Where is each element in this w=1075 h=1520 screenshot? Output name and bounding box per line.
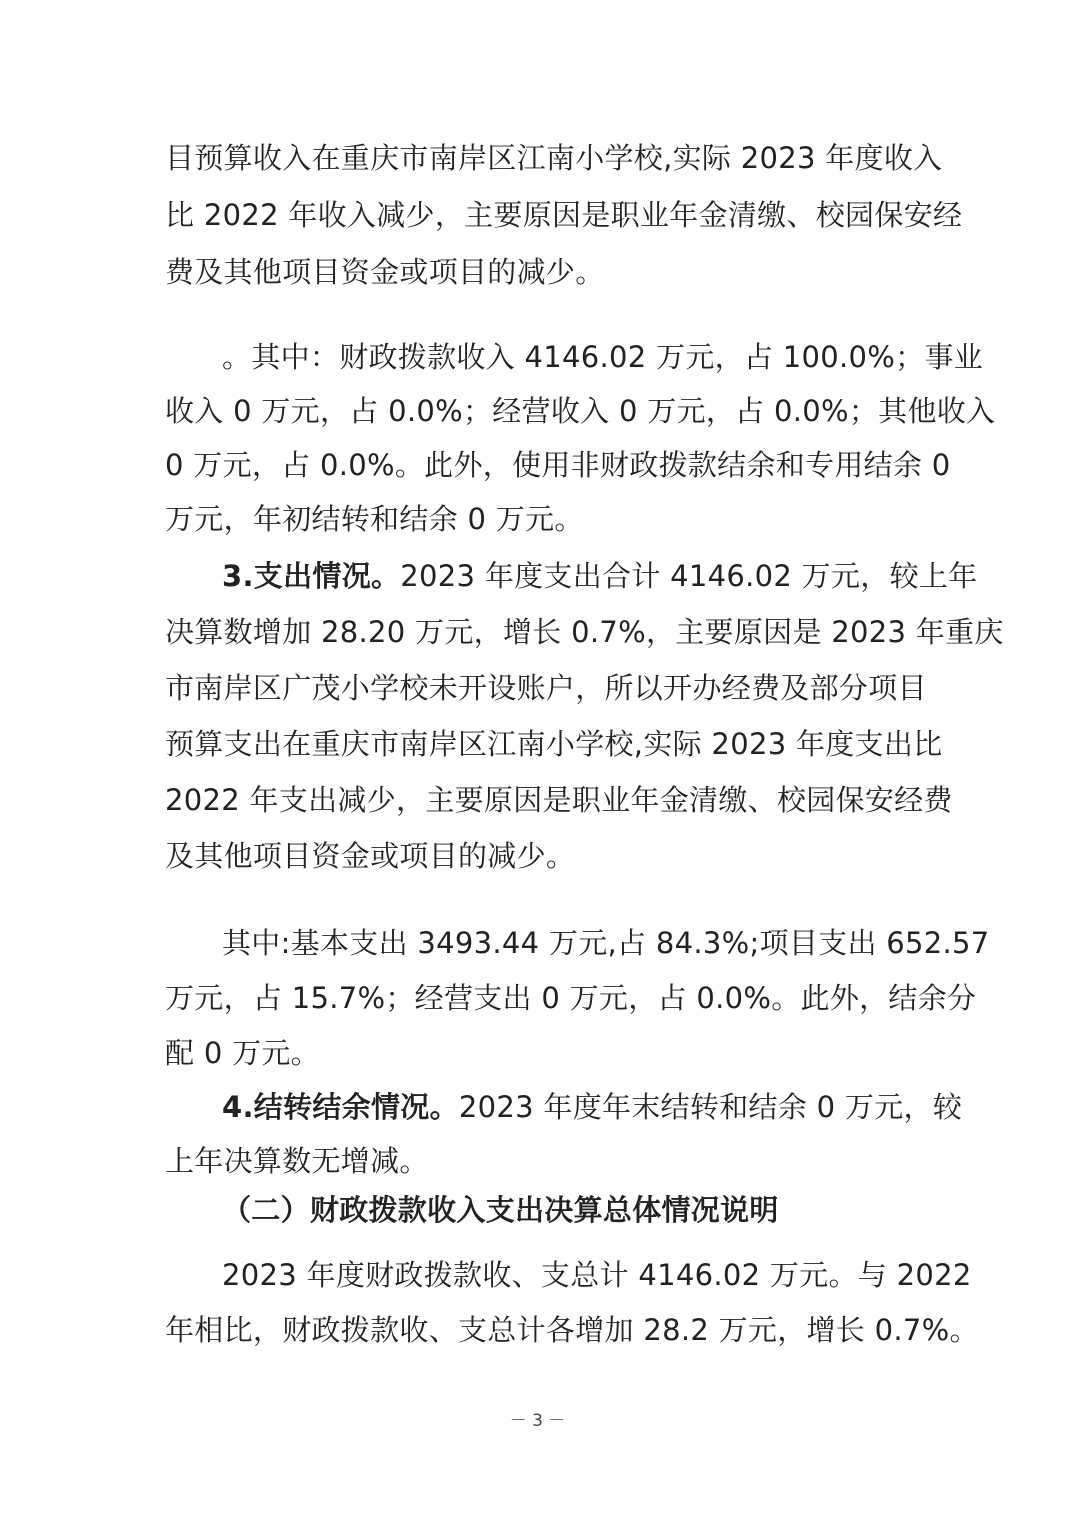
text-line-2: [0, 190, 1075, 240]
text-line-15: [0, 973, 1075, 1023]
subsection-heading: [0, 1185, 1075, 1235]
line-text: 其中:基本支出 3493.44 万元,占 84.3%;项目支出 652.57: [222, 926, 990, 960]
text-line-18: [0, 1136, 1075, 1186]
line-text: 年相比，财政拨款收、支总计各增加 28.2 万元，增长 0.7%。: [165, 1313, 979, 1347]
text-line-10: [0, 663, 1075, 713]
page-number: － 3 －: [509, 1411, 566, 1431]
line-text: 比 2022 年收入减少，主要原因是职业年金清缴、校园保安经: [165, 198, 963, 232]
text-line-6: [0, 440, 1075, 490]
section-heading: 3.支出情况。: [222, 559, 401, 593]
line-text: 决算数增加 28.20 万元，增长 0.7%，主要原因是 2023 年重庆: [165, 615, 1004, 649]
line-text: 万元，占 15.7%；经营支出 0 万元，占 0.0%。此外，结余分: [165, 981, 977, 1015]
line-text: 2022 年支出减少，主要原因是职业年金清缴、校园保安经费: [165, 783, 953, 817]
text-line-16: [0, 1028, 1075, 1078]
text-line-13: [0, 831, 1075, 881]
line-text: 上年决算数无增减。: [165, 1144, 429, 1178]
text-line-3: [0, 247, 1075, 297]
text-line-8: [0, 551, 1075, 601]
text-line-7: [0, 494, 1075, 544]
text-line-11: [0, 719, 1075, 769]
line-text: 费及其他项目资金或项目的减少。: [165, 255, 605, 289]
text-line-21: [0, 1305, 1075, 1355]
line-text: 0 万元，占 0.0%。此外，使用非财政拨款结余和专用结余 0: [165, 448, 951, 482]
line-text: 目预算收入在重庆市南岸区江南小学校,实际 2023 年度收入: [165, 141, 943, 175]
line-text: 。其中：财政拨款收入 4146.02 万元，占 100.0%；事业: [222, 340, 984, 374]
line-text: 收入 0 万元，占 0.0%；经营收入 0 万元，占 0.0%；其他收入: [165, 394, 996, 428]
line-text: 2023 年度年末结转和结余 0 万元，较: [458, 1090, 963, 1124]
line-text: 及其他项目资金或项目的减少。: [165, 839, 576, 873]
text-line-4: [0, 332, 1075, 382]
text-line-9: [0, 607, 1075, 657]
line-text: 预算支出在重庆市南岸区江南小学校,实际 2023 年度支出比: [165, 727, 943, 761]
text-line-12: [0, 775, 1075, 825]
line-text: 万元，年初结转和结余 0 万元。: [165, 502, 584, 536]
text-line-17: [0, 1082, 1075, 1132]
text-line-20: [0, 1250, 1075, 1300]
section-heading: 4.结转结余情况。: [222, 1090, 459, 1124]
text-line-14: [0, 918, 1075, 968]
subsection-title: （二）财政拨款收入支出决算总体情况说明: [222, 1193, 779, 1227]
line-text: 配 0 万元。: [165, 1036, 320, 1070]
line-text: 市南岸区广茂小学校未开设账户，所以开办经费及部分项目: [165, 671, 927, 705]
line-text: 2023 年度财政拨款收、支总计 4146.02 万元。与 2022: [222, 1258, 972, 1292]
line-text: 2023 年度支出合计 4146.02 万元，较上年: [400, 559, 978, 593]
text-line-1: [0, 133, 1075, 183]
text-line-5: [0, 386, 1075, 436]
